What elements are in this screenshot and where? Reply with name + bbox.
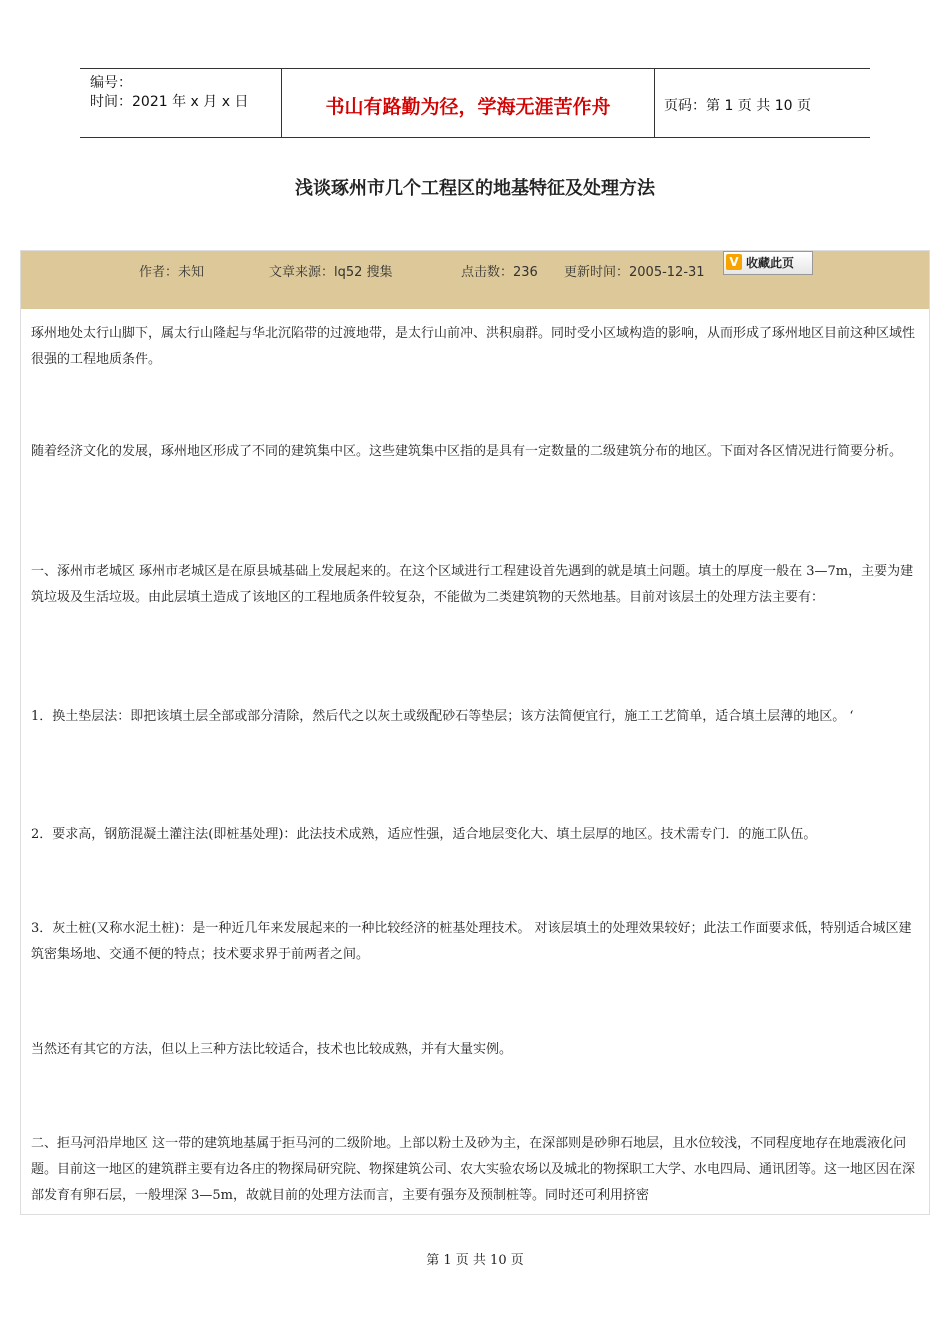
paragraph: 琢州地处太行山脚下，属太行山隆起与华北沉陷带的过渡地带，是太行山前冲、洪积扇群。同时受小区域构造的影响，从而形成了琢州地区目前这种区域性很强的工程地质条件。 bbox=[31, 326, 916, 367]
article-title: 浅谈琢州市几个工程区的地基特征及处理方法 bbox=[295, 178, 655, 199]
meta-updated: 更新时间：2005-12-31 bbox=[564, 265, 705, 280]
meta-source: 文章来源：lq52 搜集 bbox=[269, 265, 393, 280]
favorite-v-icon: V bbox=[726, 254, 742, 270]
paragraph: 3．灰土桩(又称水泥土桩)：是一种近几年来发展起来的一种比较经济的桩基处理技术。 对该层填土的处理效果较好；此法工作面要求低，特别适合城区建筑密集场地、交通不便的特点；技术要求界于前两者之间。 bbox=[31, 921, 912, 962]
article-box bbox=[20, 250, 930, 1215]
paragraph: 二、拒马河沿岸地区 这一带的建筑地基属于拒马河的二级阶地。上部以粉土及砂为主，在深部则是砂卵石地层，且水位较浅，不同程度地存在地震液化问题。目前这一地区的建筑群主要有边各庄的物探局研究院、物探建筑公司、农大实验农场以及城北的物探职工大学、水电四局、通讯团等。这一地区因在深部发育有卵石层，一般埋深 3—5m，故就目前的处理方法而言，主要有强夯及预制桩等。同时还可利用挤密 bbox=[31, 1136, 916, 1203]
paragraph: 随着经济文化的发展，琢州地区形成了不同的建筑集中区。这些建筑集中区指的是具有一定数量的二级建筑分布的地区。下面对各区情况进行简要分析。 bbox=[31, 444, 903, 459]
number-label: 编号： bbox=[90, 75, 132, 91]
paragraph: 当然还有其它的方法，但以上三种方法比较适合，技术也比较成熟，并有大量实例。 bbox=[31, 1042, 513, 1057]
favorite-button[interactable] bbox=[723, 251, 813, 275]
favorite-label: 收藏此页 bbox=[746, 256, 795, 270]
page-footer: 第 1 页 共 10 页 bbox=[426, 1253, 524, 1268]
article-meta-bar bbox=[21, 251, 929, 309]
meta-clicks: 点击数：236 bbox=[461, 265, 538, 280]
paragraph: 2．要求高，钢筋混凝土灌注法(即桩基处理)：此法技术成熟，适应性强，适合地层变化大、填土层厚的地区。技术需专门．的施工队伍。 bbox=[31, 827, 817, 842]
time-label: 时间：2021 年 x 月 x 日 bbox=[90, 94, 249, 110]
header-motto-cell bbox=[281, 69, 655, 137]
paragraph: 1．换土垫层法：即把该填土层全部或部分清除，然后代之以灰土或级配砂石等垫层；该方法简便宜行，施工工艺简单，适合填土层薄的地区。 ‘ bbox=[31, 709, 854, 724]
document-header bbox=[80, 68, 870, 138]
header-info-cell bbox=[80, 69, 280, 137]
header-page-cell bbox=[664, 69, 870, 137]
page-indicator: 页码：第 1 页 共 10 页 bbox=[664, 98, 811, 114]
meta-author: 作者：未知 bbox=[139, 265, 205, 280]
paragraph: 一、涿州市老城区 琢州市老城区是在原县城基础上发展起来的。在这个区域进行工程建设首先遇到的就是填土问题。填土的厚度一般在 3—7m，主要为建筑垃圾及生活垃圾。由此层填土造成了该地区的工程地质条件较复杂，不能做为二类建筑物的天然地基。目前对该层土的处理方法主要有： bbox=[31, 564, 914, 605]
motto: 书山有路勤为径，学海无涯苦作舟 bbox=[325, 96, 611, 118]
